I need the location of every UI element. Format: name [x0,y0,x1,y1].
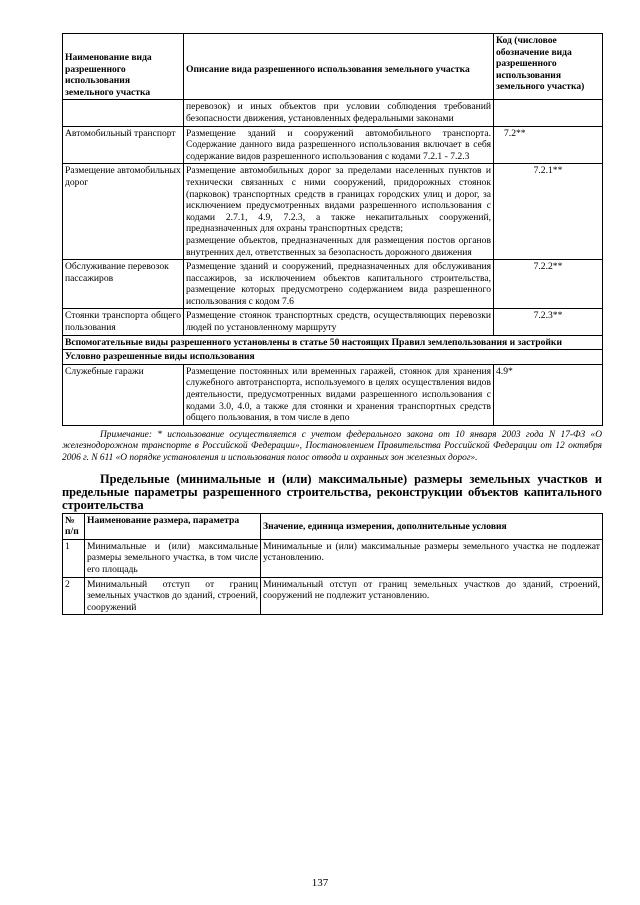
row-description-part1: Размещение автомобильных дорог за пределами населенных пунктов и технически связанных с ними сооружений, придорожных стоянок (парковок) транспортных средств в границах городских улиц и дорог, за исключением предусмотренных видами разрешенного использования с кодами 2.7.1, 4.9, 7.2.3, а также некапитальных сооружений, предназначенных для охраны транспортных средств; [186,165,491,235]
row-parameter: Минимальные и (или) максимальные размеры земельного участка, в том числе его площадь [85,539,261,577]
parameters-table [62,513,603,616]
section-title: Предельные (минимальные и (или) максимальные) размеры земельных участков и предельные параметры разрешенного строительства, реконструкции объектов капитального строительства [62,471,602,512]
page-number: 137 [311,877,329,889]
conditional-uses-header-row [63,350,603,365]
auxiliary-uses-row [63,335,603,350]
table-row [63,126,603,164]
row-description [184,164,494,260]
row-name: Автомобильный транспорт [63,126,184,164]
table-row [63,364,603,425]
table-row [63,260,603,309]
row-name: Служебные гаражи [63,364,184,425]
table-row [63,539,603,577]
row-number: 2 [63,577,85,615]
header-code: Код (числовое обозначение вида разрешенного использования земельного участка) [494,34,603,100]
row-code: 7.2.1** [494,164,603,260]
row-code [494,100,603,126]
row-description-part2: размещение объектов, предназначенных для размещения постов органов внутренних дел, ответственных за безопасность дорожного движения [186,234,491,258]
header-number: № п/п [63,513,85,539]
row-name: Стоянки транспорта общего пользования [63,309,184,335]
header-description: Описание вида разрешенного использования земельного участка [184,34,494,100]
document-page [62,33,602,615]
row-code: 7.2.3** [494,309,603,335]
row-name: Обслуживание перевозок пассажиров [63,260,184,309]
table-header-row [63,513,603,539]
row-name [63,100,184,126]
row-description: Размещение постоянных или временных гаражей, стоянок для хранения служебного автотранспорта, используемого в целях осуществления видов деятельности, предусмотренных видами разрешенного использования с кодами 3.0, 4.0, а также для стоянки и хранения транспортных средств общего пользования, в том числе в депо [184,364,494,425]
land-use-table [62,33,603,426]
header-parameter: Наименование размера, параметра [85,513,261,539]
row-name: Размещение автомобильных дорог [63,164,184,260]
row-description: перевозок) и иных объектов при условии соблюдения требований безопасности движения, установленных федеральными законами [184,100,494,126]
table-row [63,164,603,260]
header-name: Наименование вида разрешенного использования земельного участка [63,34,184,100]
row-number: 1 [63,539,85,577]
table-row [63,309,603,335]
row-value: Минимальные и (или) максимальные размеры земельного участка не подлежат установлению. [261,539,603,577]
table-row [63,577,603,615]
row-code: 4.9* [494,364,603,425]
auxiliary-uses-note: Вспомогательные виды разрешенного установлены в статье 50 настоящих Правил землепользования и застройки [63,335,603,350]
row-description: Размещение зданий и сооружений автомобильного транспорта. Содержание данного вида разрешенного использования включает в себя содержание видов разрешенного использования с кодами 7.2.1 - 7.2.3 [184,126,494,164]
conditional-uses-header: Условно разрешенные виды использования [63,350,603,365]
row-parameter: Минимальный отступ от границ земельных участков до зданий, строений, сооружений [85,577,261,615]
table-header-row [63,34,603,100]
header-value: Значение, единица измерения, дополнительные условия [261,513,603,539]
table-row [63,100,603,126]
row-value: Минимальный отступ от границ земельных участков до зданий, строений, сооружений не подлежит установлению. [261,577,603,615]
row-code: 7.2** [494,126,603,164]
row-description: Размещение зданий и сооружений, предназначенных для обслуживания пассажиров, за исключением объектов капитального строительства, размещение которых предусмотрено содержанием вида разрешенного использования с кодом 7.6 [184,260,494,309]
row-code: 7.2.2** [494,260,603,309]
row-description: Размещение стоянок транспортных средств, осуществляющих перевозки людей по установленному маршруту [184,309,494,335]
footnote: Примечание: * использование осуществляется с учетом федерального закона от 10 января 2003 года N 17-ФЗ «О железнодорожном транспорте в Российской Федерации», Постановлением Правительства Российской Федерации от 12 октября 2006 г. N 611 «О порядке установления и использования полос отвода и охранных зон железных дорог». [62,429,602,463]
